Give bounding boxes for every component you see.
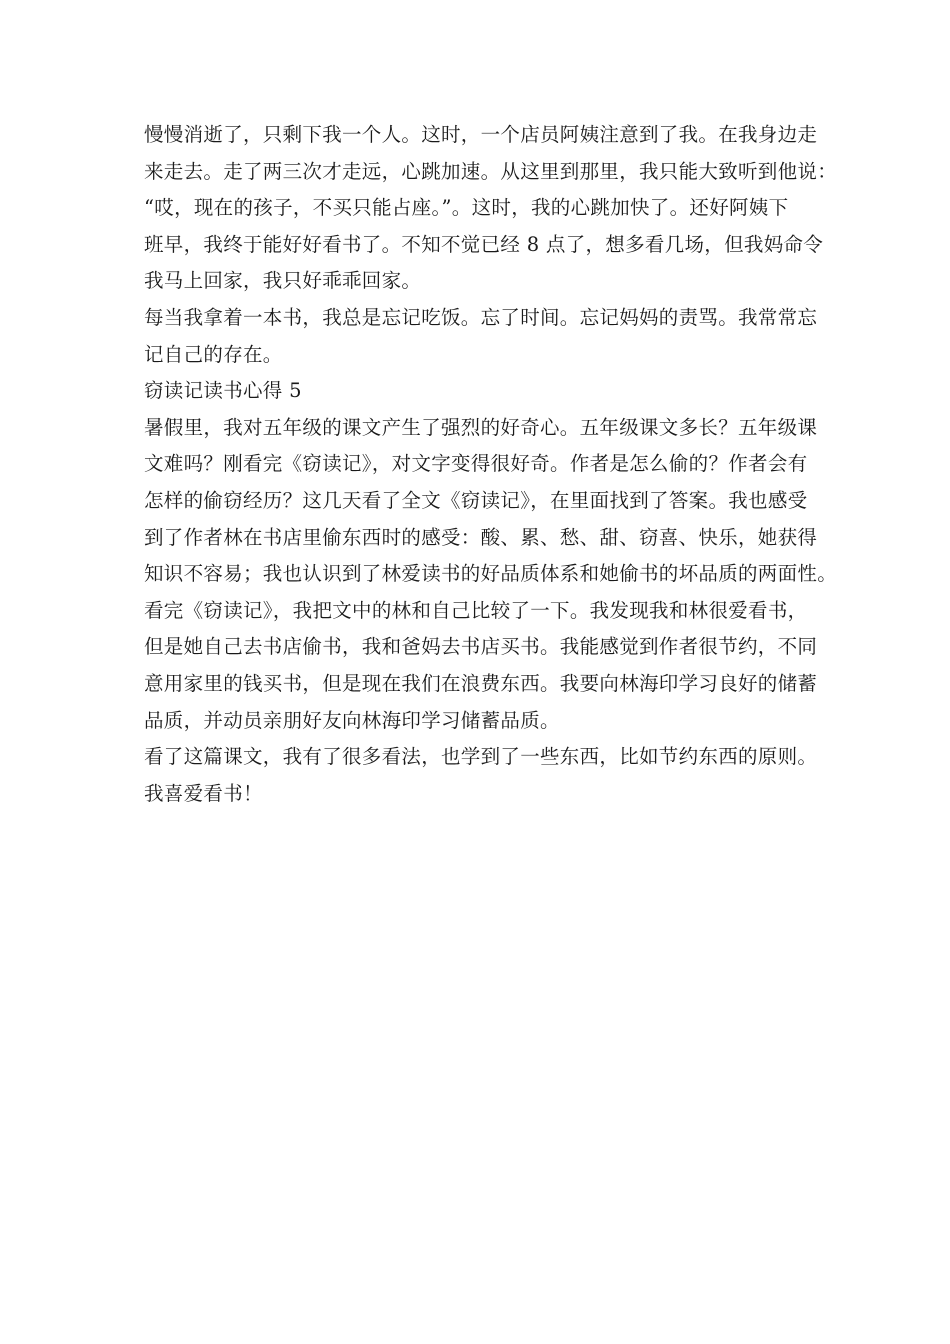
document-body bbox=[144, 117, 838, 812]
text-line: 暑假里，我对五年级的课文产生了强烈的好奇心。五年级课文多长？五年级课 bbox=[144, 415, 818, 439]
text-line: 怎样的偷窃经历？这几天看了全文《窃读记》，在里面找到了答案。我也感受 bbox=[144, 488, 808, 512]
text-line: 意用家里的钱买书，但是现在我们在浪费东西。我要向林海印学习良好的储蓄 bbox=[144, 671, 818, 695]
text-line: 我喜爱看书！ bbox=[144, 781, 263, 805]
text-line: 记自己的存在。 bbox=[144, 342, 283, 366]
section-heading: 窃读记读书心得 5 bbox=[144, 379, 302, 403]
text-line: 看了这篇课文，我有了很多看法，也学到了一些东西，比如节约东西的原则。 bbox=[144, 745, 818, 769]
text-line: 品质，并动员亲朋好友向林海印学习储蓄品质。 bbox=[144, 708, 560, 732]
text-line: 到了作者林在书店里偷东西时的感受：酸、累、愁、甜、窃喜、快乐，她获得 bbox=[144, 525, 818, 549]
text-line: 知识不容易；我也认识到了林爱读书的好品质体系和她偷书的坏品质的两面性。 bbox=[144, 562, 838, 586]
text-line: 来走去。走了两三次才走远，心跳加速。从这里到那里，我只能大致听到他说： bbox=[144, 159, 838, 183]
text-line: 我马上回家，我只好乖乖回家。 bbox=[144, 269, 422, 293]
text-line: 但是她自己去书店偷书，我和爸妈去书店买书。我能感觉到作者很节约，不同 bbox=[144, 635, 818, 659]
text-line: 慢慢消逝了，只剩下我一个人。这时，一个店员阿姨注意到了我。在我身边走 bbox=[144, 123, 818, 146]
text-line: “哎，现在的孩子，不买只能占座。”。这时，我的心跳加快了。还好阿姨下 bbox=[144, 196, 789, 220]
text-line: 文难吗？刚看完《窃读记》，对文字变得很好奇。作者是怎么偷的？作者会有 bbox=[144, 452, 808, 476]
text-line: 每当我拿着一本书，我总是忘记吃饭。忘了时间。忘记妈妈的责骂。我常常忘 bbox=[144, 305, 818, 329]
text-line: 班早，我终于能好好看书了。不知不觉已经 8 点了，想多看几场，但我妈命令 bbox=[144, 232, 824, 256]
text-line: 看完《窃读记》，我把文中的林和自己比较了一下。我发现我和林很爱看书， bbox=[144, 598, 808, 622]
